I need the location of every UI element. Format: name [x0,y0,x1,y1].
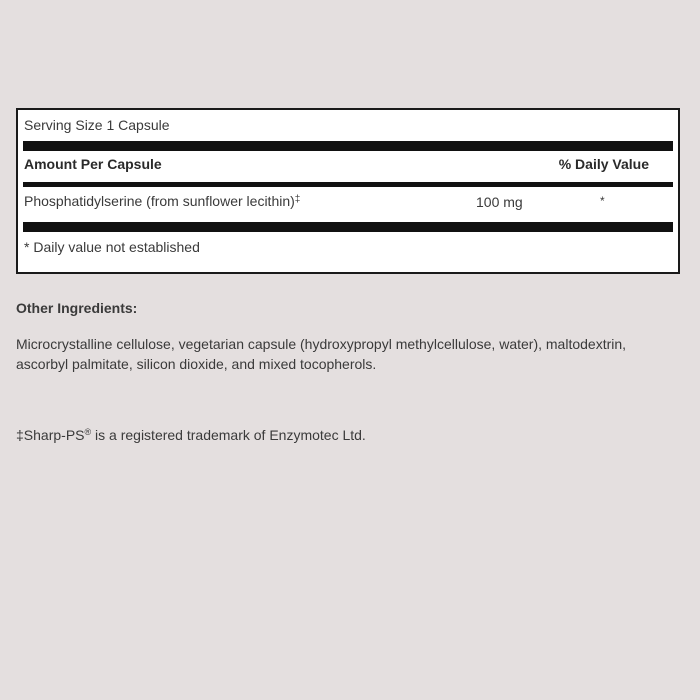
other-ingredients-text: Microcrystalline cellulose, vegetarian capsule (hydroxypropyl methylcellulose, water), maltodextrin, ascorbyl palmitate, silicon dioxide, and mixed tocopherols. [16,336,627,372]
daily-value-footnote: * Daily value not established [24,239,200,255]
supplement-facts-panel [16,108,680,274]
ingredient-name-text: Phosphatidylserine (from sunflower lecithin) [24,193,295,209]
daily-value-header: % Daily Value [558,156,649,172]
serving-size: Serving Size 1 Capsule [24,117,170,133]
trademark-dagger: ‡ [16,427,24,443]
ingredient-name [24,193,300,209]
registered-mark: ® [84,427,92,437]
thick-rule-bottom [23,222,673,232]
double-dagger-mark: ‡ [294,194,301,205]
thick-rule-top [23,141,673,151]
other-ingredients-heading: Other Ingredients: [16,300,138,316]
ingredient-amount: 100 mg [476,194,523,210]
trademark-note [16,427,366,443]
trademark-text: is a registered trademark of Enzymotec Ltd. [91,427,366,443]
amount-per-capsule-header: Amount Per Capsule [24,156,162,172]
ingredient-daily-value: * [600,194,605,208]
trademark-brand: Sharp-PS [23,427,85,443]
medium-rule [23,182,673,187]
